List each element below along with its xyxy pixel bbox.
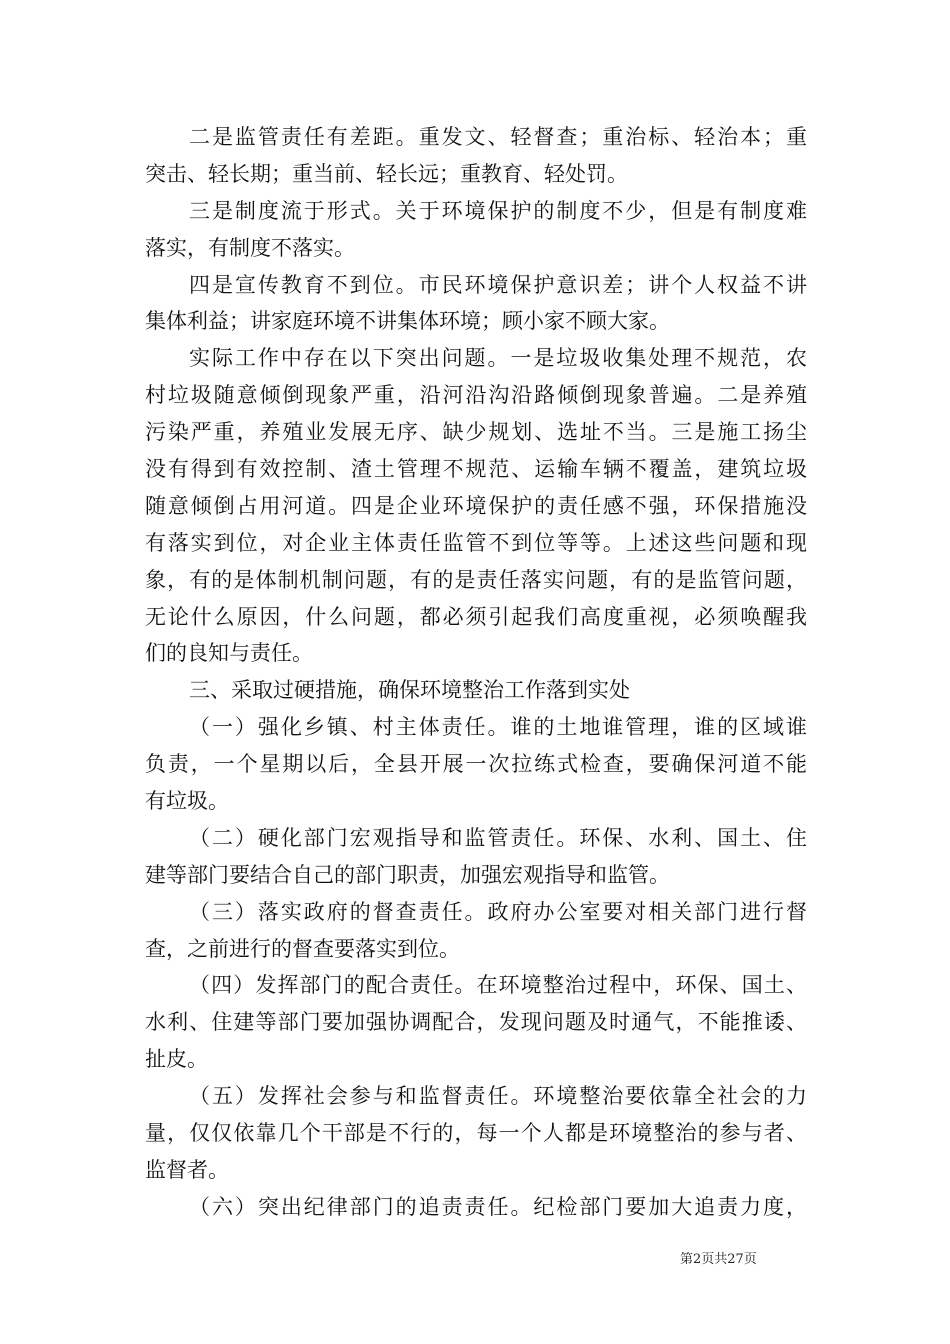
text-line: 无论什么原因，什么问题，都必须引起我们高度重视，必须唤醒我 xyxy=(145,604,807,629)
text-line: 有落实到位，对企业主体责任监管不到位等等。上述这些问题和现 xyxy=(145,530,807,555)
paragraph xyxy=(145,119,807,193)
text-line: 三是制度流于形式。关于环境保护的制度不少，但是有制度难 xyxy=(189,198,807,223)
paragraph xyxy=(145,340,807,672)
text-line: 村垃圾随意倾倒现象严重，沿河沿沟沿路倾倒现象普遍。二是养殖 xyxy=(145,383,807,408)
paragraph xyxy=(145,1078,807,1189)
text-line: 三、采取过硬措施，确保环境整治工作落到实处 xyxy=(189,678,630,703)
paragraph xyxy=(145,1189,807,1226)
text-line: 落实，有制度不落实。 xyxy=(145,235,355,260)
paragraph xyxy=(145,267,807,341)
text-line: 污染严重，养殖业发展无序、缺少规划、选址不当。三是施工扬尘 xyxy=(145,420,807,445)
text-line: 集体利益；讲家庭环境不讲集体环境；顾小家不顾大家。 xyxy=(145,309,670,334)
paragraph xyxy=(145,193,807,267)
document-body xyxy=(145,119,807,1226)
text-line: 们的良知与责任。 xyxy=(145,641,313,666)
text-line: （四）发挥部门的配合责任。在环境整治过程中，环保、国土、 xyxy=(189,973,807,998)
paragraph xyxy=(145,967,807,1078)
paragraph xyxy=(145,820,807,894)
text-line: 没有得到有效控制、渣土管理不规范、运输车辆不覆盖，建筑垃圾 xyxy=(145,457,807,482)
text-line: 四是宣传教育不到位。市民环境保护意识差；讲个人权益不讲 xyxy=(189,272,807,297)
text-line: 二是监管责任有差距。重发文、轻督查；重治标、轻治本；重 xyxy=(189,125,807,149)
text-line: 建等部门要结合自己的部门职责，加强宏观指导和监管。 xyxy=(145,862,670,887)
text-line: （六）突出纪律部门的追责责任。纪检部门要加大追责力度， xyxy=(189,1194,807,1219)
text-line: 查，之前进行的督查要落实到位。 xyxy=(145,936,460,961)
text-line: 随意倾倒占用河道。四是企业环境保护的责任感不强，环保措施没 xyxy=(145,493,807,518)
text-line: 突击、轻长期；重当前、轻长远；重教育、轻处罚。 xyxy=(145,161,628,186)
text-line: （一）强化乡镇、村主体责任。谁的土地谁管理，谁的区域谁 xyxy=(189,715,807,740)
paragraph xyxy=(145,709,807,820)
paragraph xyxy=(145,672,807,709)
text-line: 负责，一个星期以后，全县开展一次拉练式检查，要确保河道不能 xyxy=(145,752,807,777)
text-line: 有垃圾。 xyxy=(145,789,229,814)
text-line: （二）硬化部门宏观指导和监管责任。环保、水利、国土、住 xyxy=(189,825,807,850)
paragraph xyxy=(145,894,807,968)
text-line: 象，有的是体制机制问题，有的是责任落实问题，有的是监管问题， xyxy=(145,567,807,592)
text-line: 扯皮。 xyxy=(145,1047,208,1072)
text-line: 实际工作中存在以下突出问题。一是垃圾收集处理不规范，农 xyxy=(189,346,807,371)
text-line: （三）落实政府的督查责任。政府办公室要对相关部门进行督 xyxy=(189,899,807,924)
text-line: （五）发挥社会参与和监督责任。环境整治要依靠全社会的力 xyxy=(189,1084,807,1109)
page-number: 第2页共27页 xyxy=(680,1252,757,1267)
text-line: 量，仅仅依靠几个干部是不行的，每一个人都是环境整治的参与者、 xyxy=(145,1121,807,1146)
text-line: 水利、住建等部门要加强协调配合，发现问题及时通气，不能推诿、 xyxy=(145,1010,807,1035)
text-line: 监督者。 xyxy=(145,1157,229,1182)
